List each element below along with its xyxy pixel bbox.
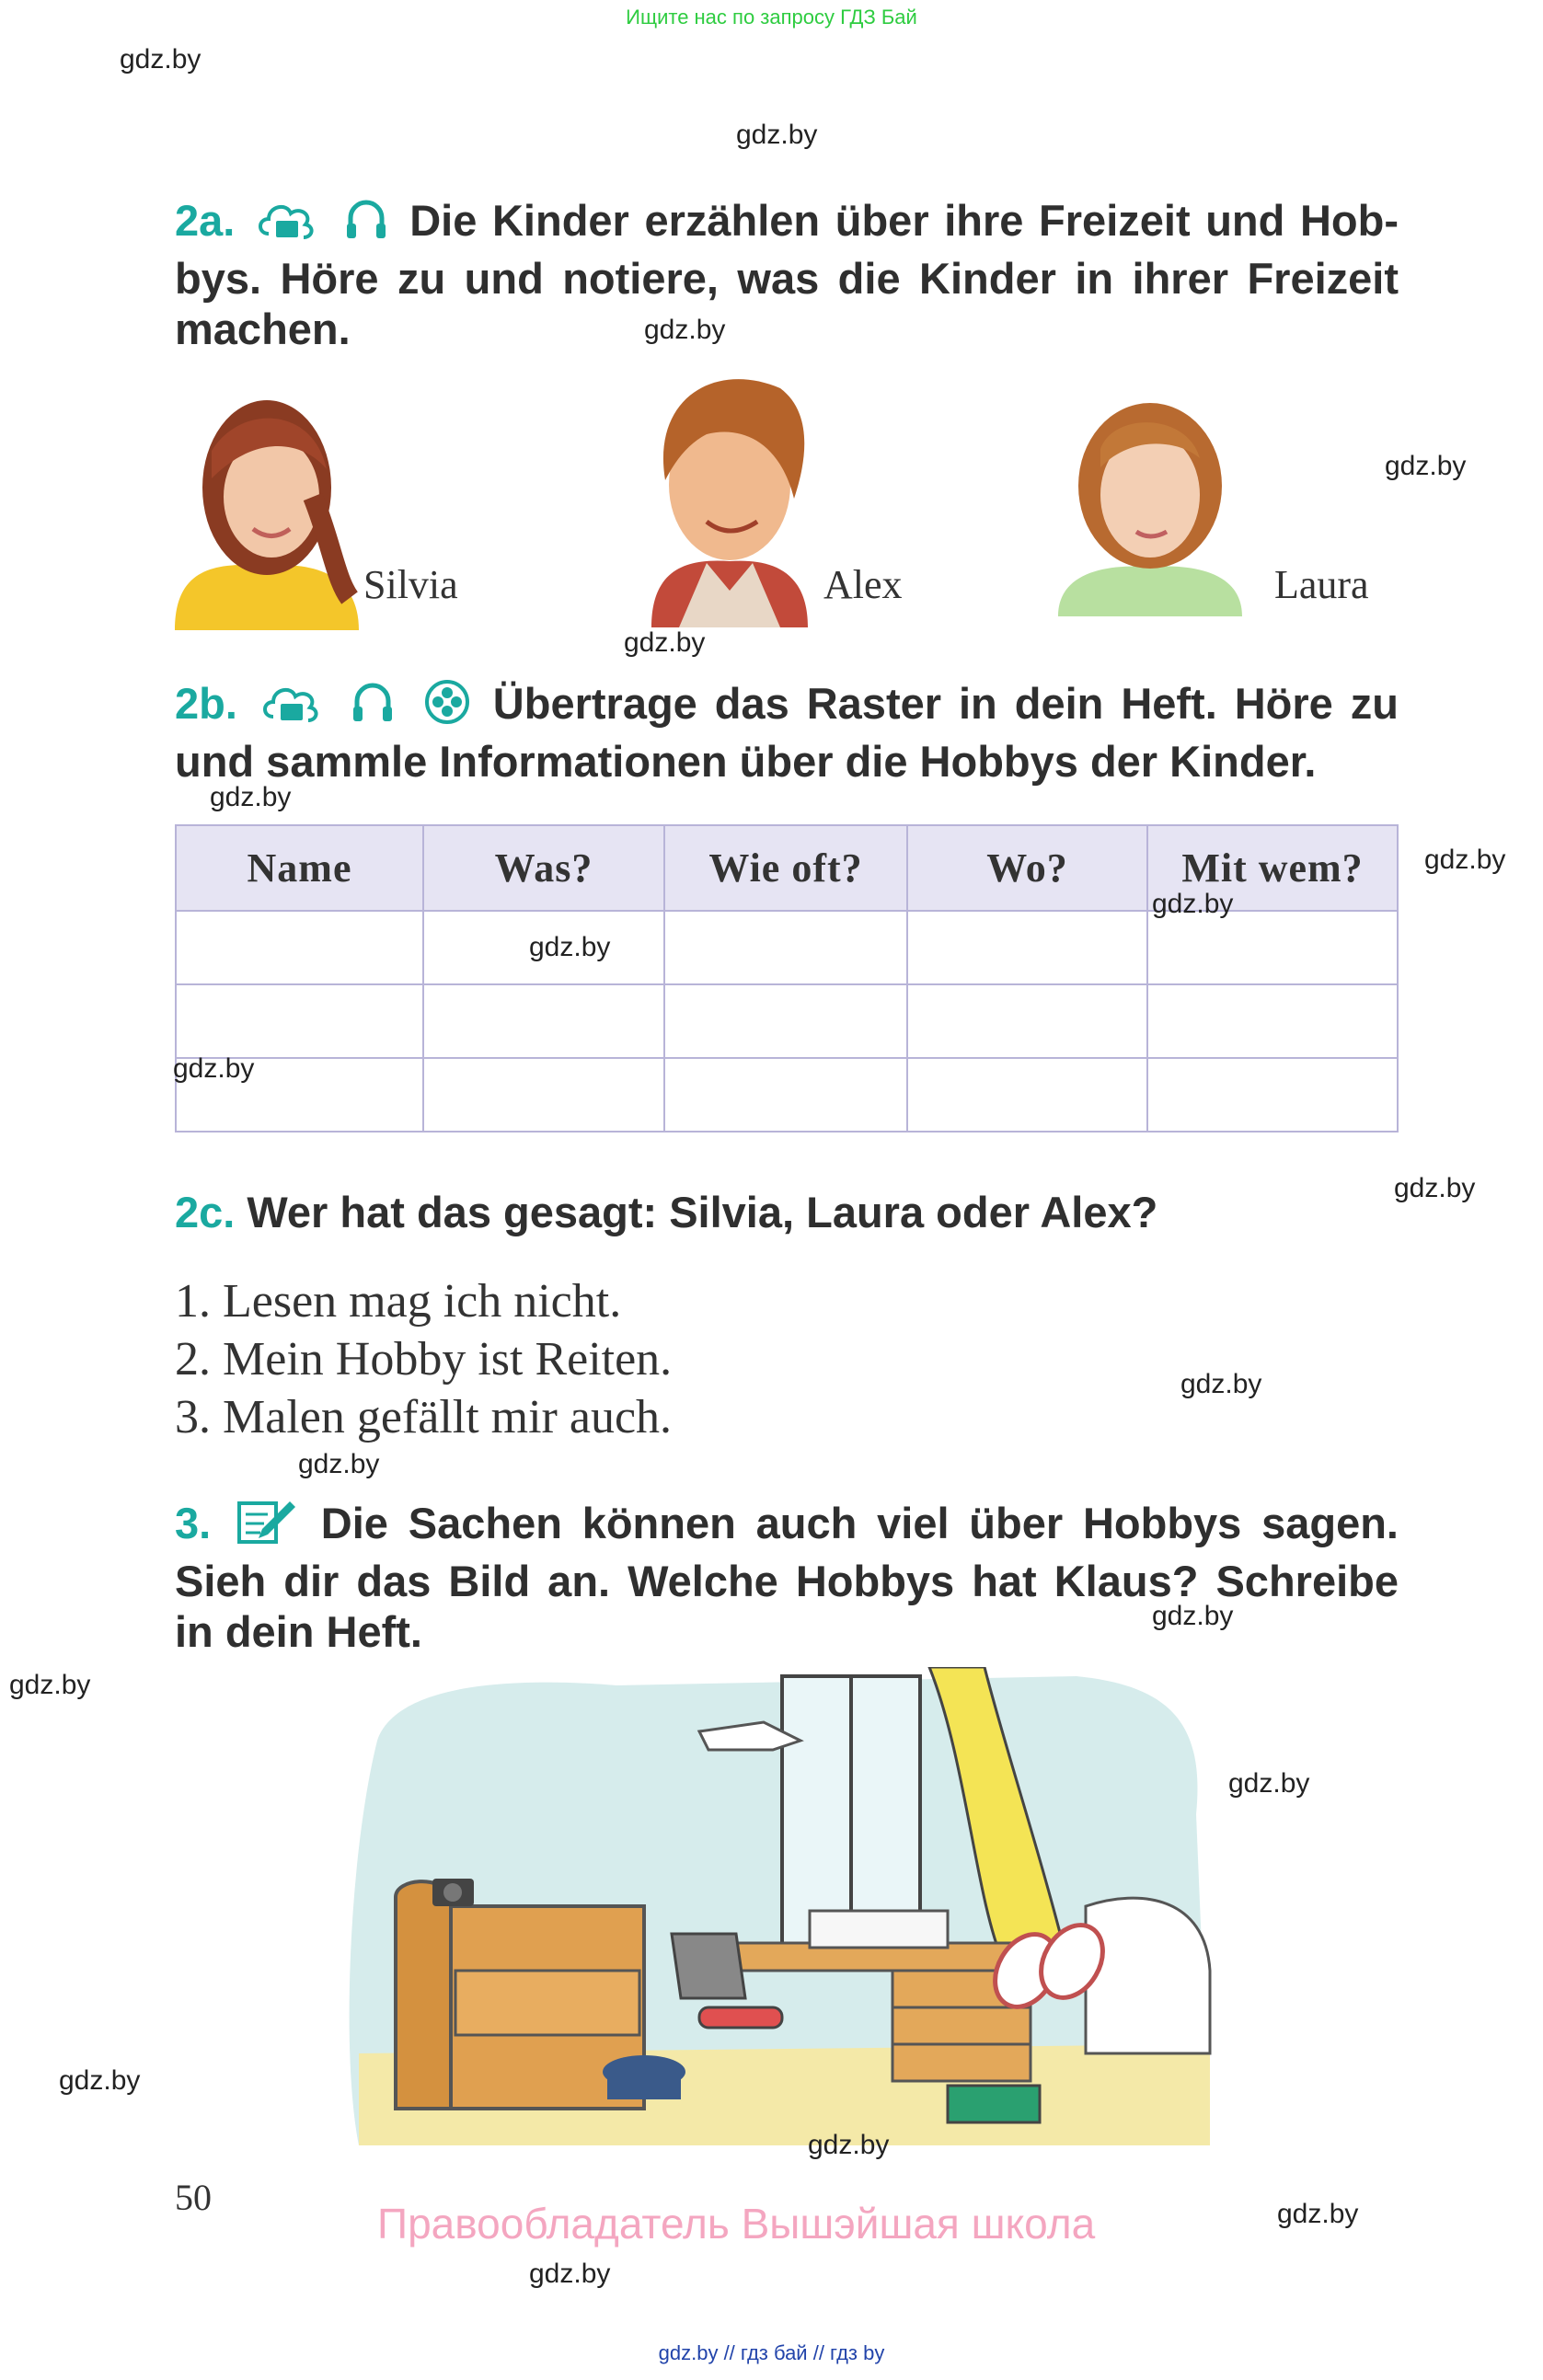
column-header: Wie oft? [664, 825, 907, 911]
laura-photo [1058, 375, 1242, 616]
table-row [176, 911, 1398, 984]
alex-photo [642, 361, 817, 627]
watermark: gdz.by [1394, 1173, 1476, 1203]
table-cell [664, 1058, 907, 1132]
watermark: gdz.by [59, 2065, 141, 2096]
column-header: Name [176, 825, 423, 911]
watermark: gdz.by [808, 2130, 890, 2160]
table-cell [907, 1058, 1147, 1132]
table-cell [664, 911, 907, 984]
column-header: Mit wem? [1147, 825, 1398, 911]
table-cell [423, 984, 664, 1058]
task-number: 2a. [175, 196, 236, 245]
task-number: 3. [175, 1499, 212, 1547]
task-instruction: Die Sachen können auch viel über Hobbys sagen. Sieh dir das Bild an. Welche Hobbys hat Klaus? Schreibe in dein Heft. [175, 1499, 1399, 1657]
table-cell [907, 984, 1147, 1058]
raster-table [175, 824, 1399, 1133]
cloud-folder-icon [256, 195, 317, 253]
headphones-icon [350, 679, 396, 735]
watermark: gdz.by [1228, 1768, 1310, 1799]
watermark: gdz.by [298, 1449, 380, 1479]
table-cell [907, 911, 1147, 984]
table-cell [664, 984, 907, 1058]
list-item: 2. Mein Hobby ist Reiten. [175, 1333, 673, 1385]
watermark: gdz.by [644, 315, 726, 345]
watermark: gdz.by [1277, 2199, 1359, 2229]
column-header: Wo? [907, 825, 1147, 911]
watermark: gdz.by [736, 120, 818, 150]
task-number: 2b. [175, 679, 237, 728]
watermark: gdz.by [529, 932, 611, 962]
task-instruction: Wer hat das gesagt: Silvia, Laura oder Alex? [247, 1188, 1158, 1236]
task-2b [175, 678, 1399, 787]
child-name: Laura [1274, 562, 1369, 607]
table-cell [1147, 1058, 1398, 1132]
watermark: gdz.by [529, 2259, 611, 2289]
watermark: gdz.by [210, 782, 292, 812]
table-cell [1147, 911, 1398, 984]
table-cell [176, 911, 423, 984]
task-instruction: Die Kinder erzählen über ihre Freizeit und Hobbys. Höre zu und notiere, was die Kinder in ihrer Freizeit machen. [175, 196, 1399, 354]
watermark: gdz.by [1152, 889, 1234, 919]
column-header: Was? [423, 825, 664, 911]
flower-icon [424, 679, 470, 735]
list-item: 3. Malen gefällt mir auch. [175, 1391, 673, 1443]
cloud-folder-icon [260, 678, 321, 736]
table-cell [1147, 984, 1398, 1058]
statement-list [175, 1272, 672, 1446]
pencil-notebook-icon [236, 1498, 295, 1556]
watermark: gdz.by [120, 44, 202, 75]
watermark: gdz.by [1180, 1369, 1262, 1399]
task-2a [175, 195, 1399, 354]
task-number: 2c. [175, 1188, 236, 1236]
table-cell [176, 984, 423, 1058]
task-2c [175, 1187, 1399, 1237]
top-banner[interactable]: Ищите нас по запросу ГДЗ Бай [626, 6, 917, 29]
headphones-icon [343, 196, 389, 252]
table-row [176, 1058, 1398, 1132]
child-name: Alex [823, 562, 903, 607]
task-instruction: Übertrage das Raster in dein Heft. Höre zu und sammle Informationen über die Hobbys der Kinder. [175, 679, 1399, 787]
watermark: gdz.by [1385, 451, 1467, 481]
page-number: 50 [175, 2177, 212, 2218]
room-illustration [340, 1667, 1215, 2164]
watermark: gdz.by [9, 1670, 91, 1700]
list-item: 1. Lesen mag ich nicht. [175, 1275, 622, 1328]
footer-links[interactable]: gdz.by // гдз бай // гдз by [658, 2341, 885, 2364]
watermark: gdz.by [624, 627, 706, 658]
watermark: gdz.by [1152, 1601, 1234, 1631]
task-3 [175, 1498, 1399, 1657]
child-name: Silvia [363, 562, 458, 607]
watermark: gdz.by [1424, 845, 1506, 875]
silvia-photo [175, 368, 359, 630]
copyright-note: Правообладатель Вышэйшая школа [377, 2200, 1096, 2248]
table-row [176, 984, 1398, 1058]
table-cell [423, 1058, 664, 1132]
watermark: gdz.by [173, 1053, 255, 1084]
